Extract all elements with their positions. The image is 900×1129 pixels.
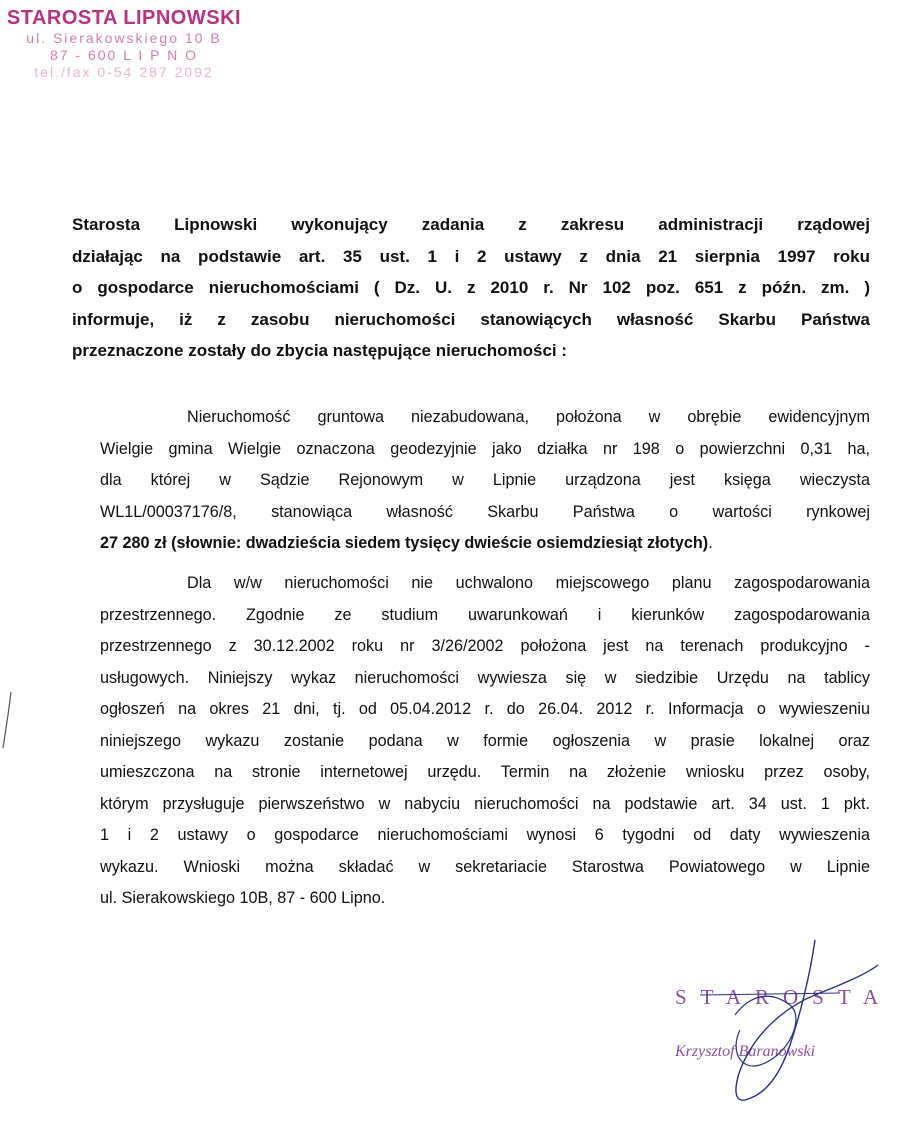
property-paragraph	[100, 402, 870, 560]
signature-name: Krzysztof Baranowski	[675, 1043, 816, 1060]
signature-title: STAROSTA	[675, 985, 893, 1009]
details-line: Dla w/w nieruchomości nie uchwalono miejscowego planu zagospodarowania	[187, 574, 870, 592]
details-line: ogłoszeń na okres 21 dni, tj. od 05.04.2012 r. do 26.04. 2012 r. Informacja o wywieszeniu	[100, 700, 870, 718]
handwritten-signature-icon	[640, 935, 880, 1105]
details-line: przestrzennego. Zgodnie ze studium uwarunkowań i kierunków zagospodarowania	[100, 605, 870, 624]
stamp-address: ul. Sierakowskiego 10 B	[26, 30, 222, 46]
details-line: przestrzennego z 30.12.2002 roku nr 3/26/2002 położona jest na terenach produkcyjno -	[100, 637, 870, 655]
details-line: umieszczona na stronie internetowej urzędu. Termin na złożenie wniosku przez osoby,	[100, 763, 870, 781]
details-line: niniejszego wykazu zostanie podana w formie ogłoszenia w prasie lokalnej oraz	[100, 731, 870, 750]
office-stamp	[4, 6, 244, 80]
intro-line: o gospodarce nieruchomościami ( Dz. U. z 2010 r. Nr 102 poz. 651 z późn. zm. )	[72, 278, 870, 297]
details-line: usługowych. Niniejszy wykaz nieruchomości wywiesza się w siedzibie Urzędu na tablicy	[100, 668, 870, 687]
details-paragraph	[100, 568, 870, 915]
property-value-end: .	[708, 534, 713, 552]
intro-line: przeznaczone zostały do zbycia następujące nieruchomości :	[72, 341, 568, 360]
details-line: 1 i 2 ustawy o gospodarce nieruchomościami wynosi 6 tygodni od daty wywieszenia	[100, 826, 870, 844]
details-line: którym przysługuje pierwszeństwo w nabyciu nieruchomości na podstawie art. 34 ust. 1 pkt.	[100, 794, 870, 813]
property-line: Nieruchomość gruntowa niezabudowana, położona w obrębie ewidencyjnym	[187, 408, 870, 426]
property-value: 27 280 zł (słownie: dwadzieścia siedem tysięcy dwieście osiemdziesiąt złotych)	[100, 534, 709, 552]
property-value-line	[100, 528, 870, 560]
intro-line: działając na podstawie art. 35 ust. 1 i 2 ustawy z dnia 21 sierpnia 1997 roku	[72, 246, 870, 266]
intro-line: informuje, iż z zasobu nieruchomości stanowiących własność Skarbu Państwa	[72, 309, 870, 329]
intro-line: Starosta Lipnowski wykonujący zadania z zakresu administracji rządowej	[72, 215, 870, 234]
intro-paragraph	[72, 209, 870, 367]
property-line: dla której w Sądzie Rejonowym w Lipnie urządzona jest księga wieczysta	[100, 471, 870, 489]
property-line: WL1L/00037176/8, stanowiąca własność Skarbu Państwa o wartości rynkowej	[100, 502, 870, 521]
property-line: Wielgie gmina Wielgie oznaczona geodezyjnie jako działka nr 198 o powierzchni 0,31 ha,	[100, 439, 870, 458]
margin-mark-icon	[0, 690, 14, 750]
details-line: ul. Sierakowskiego 10B, 87 - 600 Lipno.	[100, 889, 386, 907]
stamp-phone: tel./fax 0-54 287 2092	[34, 63, 214, 80]
stamp-title: STAROSTA LIPNOWSKI	[6, 7, 242, 29]
details-line: wykazu. Wnioski można składać w sekretariacie Starostwa Powiatowego w Lipnie	[100, 857, 870, 876]
stamp-city: 87 - 600 L I P N O	[49, 46, 199, 63]
